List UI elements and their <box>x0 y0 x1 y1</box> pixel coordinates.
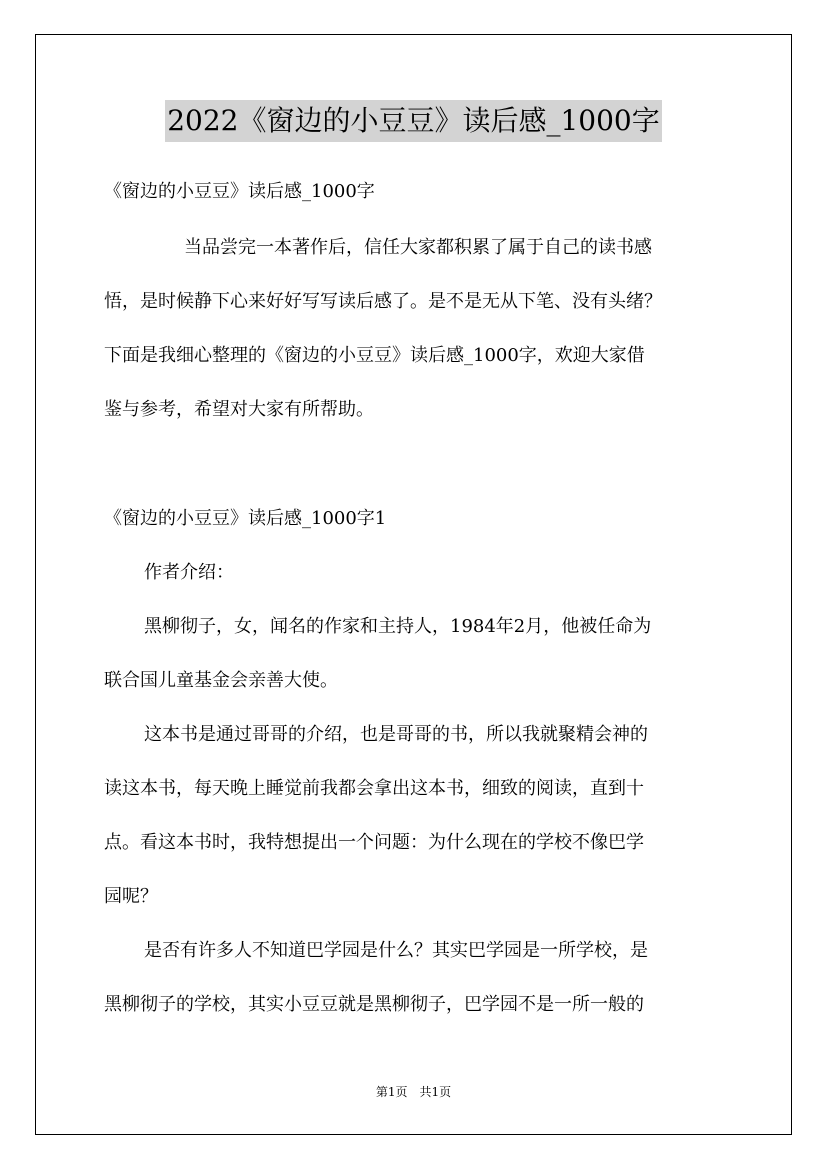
section-heading: 《窗边的小豆豆》读后感_1000字1 <box>104 508 387 529</box>
author-line: 黑柳彻子，女，闻名的作家和主持人，1984年2月，他被任命为 <box>144 616 652 637</box>
document-subtitle: 《窗边的小豆豆》读后感_1000字 <box>104 181 375 202</box>
paragraph-line: 这本书是通过哥哥的介绍，也是哥哥的书，所以我就聚精会神的 <box>144 724 648 745</box>
paragraph-line: 黑柳彻子的学校，其实小豆豆就是黑柳彻子，巴学园不是一所一般的 <box>104 994 644 1015</box>
author-line: 联合国儿童基金会亲善大使。 <box>104 670 338 691</box>
title-container <box>0 100 827 142</box>
intro-line: 悟，是时候静下心来好好写写读后感了。是不是无从下笔、没有头绪？ <box>104 291 662 312</box>
intro-line: 当品尝完一本著作后，信任大家都积累了属于自己的读书感 <box>184 237 652 258</box>
document-title: 2022《窗边的小豆豆》读后感_1000字 <box>165 100 662 142</box>
page-footer: 第1页 共1页 <box>375 1085 452 1099</box>
intro-line: 下面是我细心整理的《窗边的小豆豆》读后感_1000字，欢迎大家借 <box>104 345 645 366</box>
paragraph-line: 读这本书，每天晚上睡觉前我都会拿出这本书，细致的阅读，直到十 <box>104 778 644 799</box>
paragraph-line: 园呢？ <box>104 886 158 907</box>
paragraph-line: 是否有许多人不知道巴学园是什么？其实巴学园是一所学校，是 <box>144 940 648 961</box>
paragraph-line: 点。看这本书时，我特想提出一个问题：为什么现在的学校不像巴学 <box>104 832 644 853</box>
intro-line: 鉴与参考，希望对大家有所帮助。 <box>104 399 374 420</box>
author-label: 作者介绍： <box>144 562 234 583</box>
